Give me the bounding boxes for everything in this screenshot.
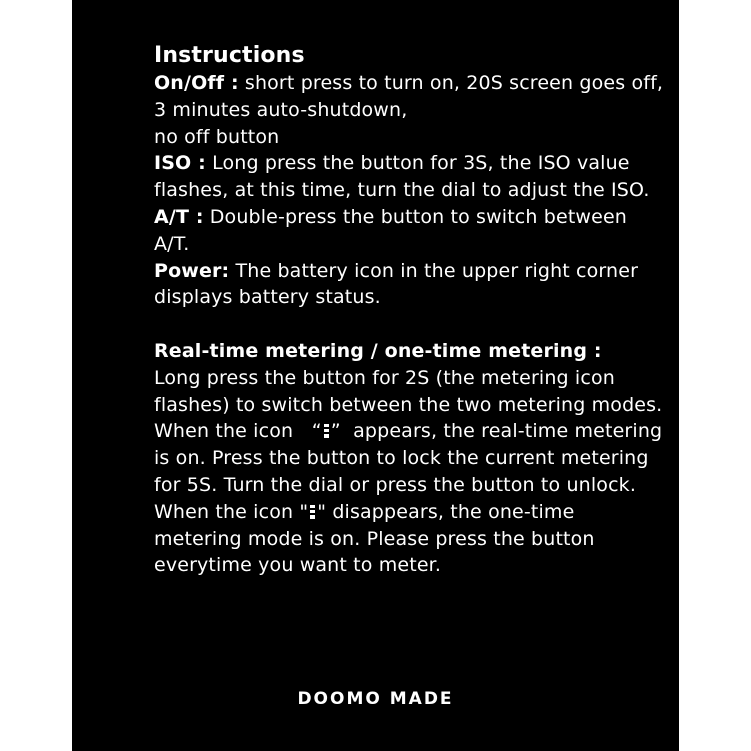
metering-bars-icon <box>324 424 329 438</box>
power-text: The battery icon in the upper right corner displays battery status. <box>154 259 639 309</box>
power-paragraph <box>154 258 664 312</box>
onetime-paragraph <box>154 499 664 579</box>
onoff-text: short press to turn on, 20S screen goes off, 3 minutes auto-shutdown, <box>154 72 664 121</box>
onetime-text-after: " disappears, the one-time metering mode is on. Please press the button everytime you want to meter. <box>154 500 595 577</box>
instruction-card <box>72 0 679 751</box>
metering-heading: Real-time metering / one-time metering : <box>154 339 602 362</box>
onoff-label: On/Off : <box>154 72 239 94</box>
brand-footer: DOOMO MADE <box>297 689 454 709</box>
at-text: Double-press the button to switch between A/T. <box>154 205 627 255</box>
metering-bars-icon <box>310 505 315 519</box>
iso-label: ISO : <box>154 152 206 175</box>
onoff-note: no off button <box>154 125 280 148</box>
metering-intro: Long press the button for 2S (the metering icon flashes) to switch between the two metering modes. <box>154 366 663 416</box>
page-title: Instructions <box>154 43 305 68</box>
at-paragraph <box>154 204 664 258</box>
realtime-text-before: When the icon “ <box>154 420 322 443</box>
realtime-text-after: ” appears, the real-time metering is on. Press the button to lock the current metering for 5S. Turn the dial or press the button to unlock. <box>154 420 663 496</box>
realtime-paragraph <box>154 418 664 498</box>
onoff-paragraph <box>154 70 664 124</box>
section-spacer <box>154 311 664 338</box>
iso-paragraph <box>154 150 664 204</box>
instructions-content <box>154 42 664 579</box>
at-label: A/T : <box>154 205 204 228</box>
power-label: Power: <box>154 259 230 282</box>
iso-text: Long press the button for 3S, the ISO value flashes, at this time, turn the dial to adjust the ISO. <box>154 152 650 202</box>
onetime-text-before: When the icon " <box>154 500 309 523</box>
